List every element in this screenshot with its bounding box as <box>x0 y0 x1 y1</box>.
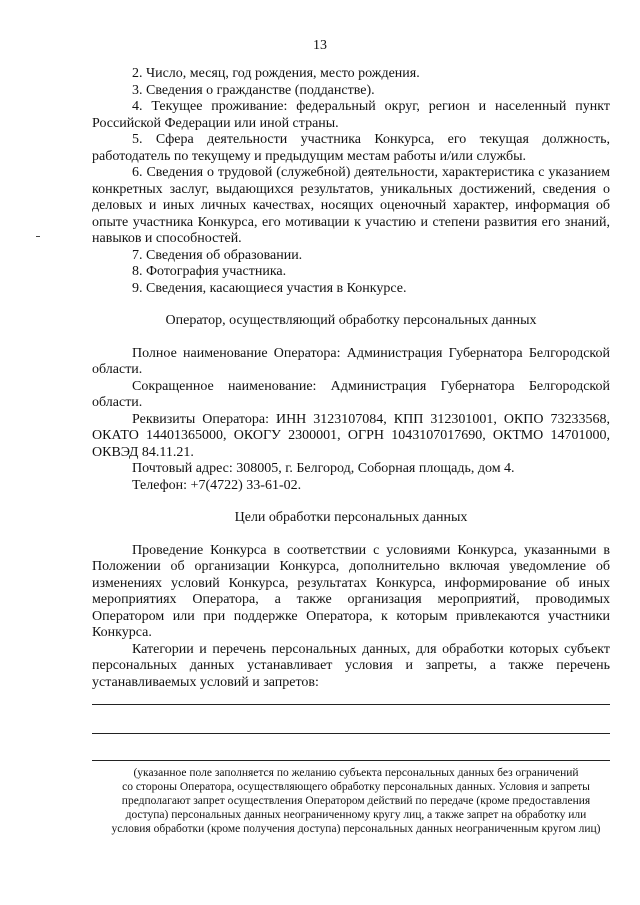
list-item: 7. Сведения об образовании. <box>132 247 303 263</box>
operator-heading: Оператор, осуществляющий обработку персональных данных <box>165 313 537 328</box>
operator-phone: Телефон: +7(4722) 33-61-02. <box>132 477 302 493</box>
list-item: 9. Сведения, касающиеся участия в Конкурсе. <box>132 280 407 296</box>
footnote-line: (указанное поле заполняется по желанию субъекта персональных данных без ограничений <box>133 767 579 779</box>
footnote-line: со стороны Оператора, осуществляющего обработку персональных данных. Условия и запреты <box>122 781 590 793</box>
footnote-line: условия обработки (кроме получения доступа) персональных данных неограниченным кругом лиц) <box>111 823 601 835</box>
list-item: 5. Сфера деятельности участника Конкурса, его текущая должность, работодатель по текущему и предыдущим местам работы и/или службы. <box>92 132 610 164</box>
list-item: 2. Число, месяц, год рождения, место рождения. <box>132 66 420 81</box>
document-body <box>92 66 610 691</box>
fill-line[interactable] <box>92 704 610 705</box>
categories-text: Категории и перечень персональных данных, для обработки которых субъект персональных данных устанавливает условия и запреты, а также перечень устанавливаемых условий и запретов: <box>92 641 610 690</box>
fill-line[interactable] <box>92 733 610 734</box>
list-item: 3. Сведения о гражданстве (подданстве). <box>132 82 375 98</box>
page-number: 13 <box>313 38 327 53</box>
list-item: 8. Фотография участника. <box>132 264 287 279</box>
operator-address: Почтовый адрес: 308005, г. Белгород, Соборная площадь, дом 4. <box>132 461 515 476</box>
list-item: 6. Сведения о трудовой (служебной) деятельности, характеристика с указанием конкретных заслуг, выдающихся результатов, уникальных достижений, сведения о деловых и иных личных качествах, носящих оценочный характер, информация об опыте участника Конкурса, его мотивации к участию и степени развития его знаний, навыков и способностей. <box>92 165 610 246</box>
footnote-line: доступа) персональных данных неограниченному кругу лиц, а также запрет на обработку или <box>125 809 587 821</box>
footnote <box>100 766 612 836</box>
fill-line[interactable] <box>92 760 610 761</box>
purpose-text: Проведение Конкурса в соответствии с условиями Конкурса, указанными в Положении об организации Конкурса, дополнительно включая уведомление об изменениях условий Конкурса, результатах Конкурса, информирование об иных мероприятиях Оператора, а также организация мероприятий, проводимых Оператором или при поддержке Оператора, к которым привлекаются участники Конкурса. <box>92 542 610 640</box>
operator-full-name: Полное наименование Оператора: Администрация Губернатора Белгородской области. <box>92 345 610 377</box>
purpose-heading: Цели обработки персональных данных <box>234 510 468 525</box>
margin-mark <box>36 236 40 237</box>
footnote-line: предполагают запрет осуществления Оператором действий по передаче (кроме предоставления <box>121 795 591 807</box>
operator-short-name: Сокращенное наименование: Администрация Губернатора Белгородской области. <box>92 378 610 410</box>
list-item: 4. Текущее проживание: федеральный округ, регион и населенный пункт Российской Федерации или иной страны. <box>92 99 610 131</box>
operator-requisites: Реквизиты Оператора: ИНН 3123107084, КПП 312301001, ОКПО 73233568, ОКАТО 14401365000, ОКОГУ 2300001, ОГРН 1043107017690, ОКТМО 14701000, ОКВЭД 84.11.21. <box>92 411 610 460</box>
